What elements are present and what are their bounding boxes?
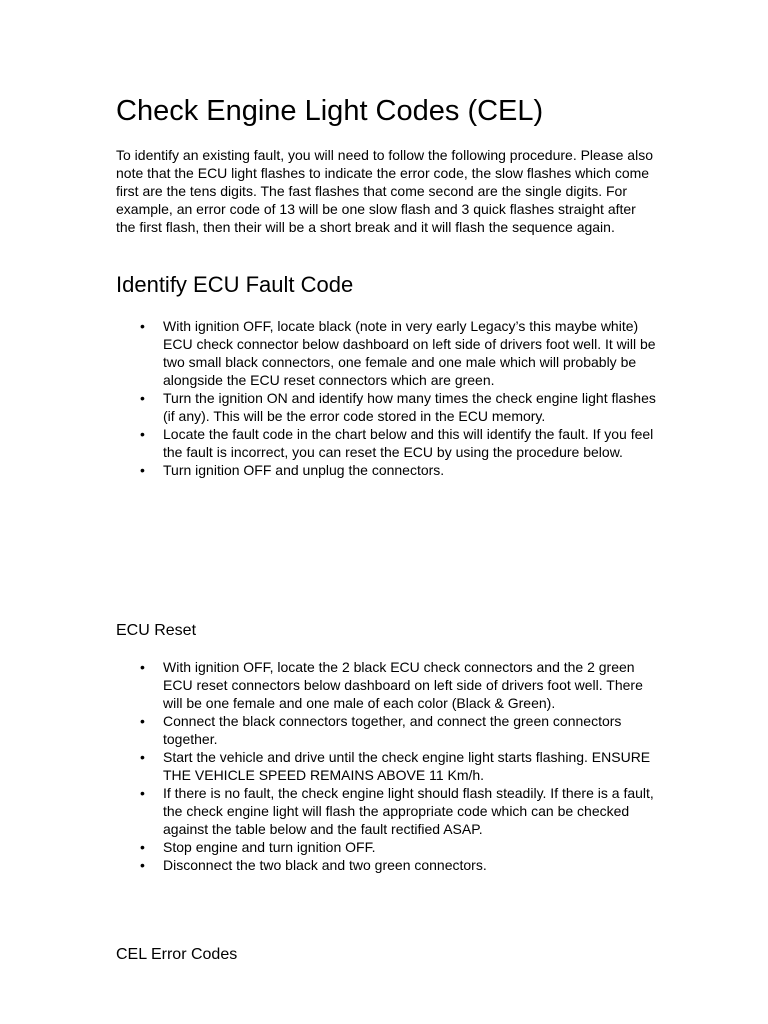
list-item xyxy=(116,389,656,425)
bullet-icon: • xyxy=(140,659,145,675)
list-item xyxy=(116,317,656,389)
list-item-text: Connect the black connectors together, and connect the green connectors together. xyxy=(163,713,622,747)
intro-paragraph: To identify an existing fault, you will need to follow the following procedure. Please also note that the ECU light flashes to indicate the error code, the slow flashes which come first are the tens digits. The fast flashes that come second are the single digits. For example, an error code of 13 will be one slow flash and 3 quick flashes straight after the first flash, then their will be a short break and it will flash the sequence again. xyxy=(116,147,653,235)
list-item-text: Stop engine and turn ignition OFF. xyxy=(163,839,376,855)
bullet-icon: • xyxy=(140,713,145,729)
ecu-reset-steps xyxy=(116,658,656,874)
list-item xyxy=(116,712,656,748)
list-item-text: With ignition OFF, locate black (note in very early Legacy’s this maybe white) ECU check connector below dashboard on left side of drivers foot well. It will be two small black connectors, one female and one male which will probably be alongside the ECU reset connectors which are green. xyxy=(163,318,656,388)
list-item xyxy=(116,461,656,479)
list-item-text: If there is no fault, the check engine light should flash steadily. If there is a fault, the check engine light will flash the appropriate code which can be checked against the table below and the fault rectified ASAP. xyxy=(163,785,654,837)
bullet-icon: • xyxy=(140,462,145,478)
bullet-icon: • xyxy=(140,785,145,801)
list-item xyxy=(116,838,656,856)
list-item-text: With ignition OFF, locate the 2 black ECU check connectors and the 2 green ECU reset connectors below dashboard on left side of drivers foot well. There will be one female and one male of each color (Black & Green). xyxy=(163,659,643,711)
identify-fault-steps xyxy=(116,317,656,479)
list-item-text: Turn ignition OFF and unplug the connectors. xyxy=(163,462,445,478)
page-title: Check Engine Light Codes (CEL) xyxy=(116,95,544,127)
bullet-icon: • xyxy=(140,318,145,334)
list-item-text: Turn the ignition ON and identify how many times the check engine light flashes (if any). This will be the error code stored in the ECU memory. xyxy=(163,390,656,424)
bullet-icon: • xyxy=(140,839,145,855)
bullet-icon: • xyxy=(140,390,145,406)
section-heading-ecu-reset: ECU Reset xyxy=(116,622,197,639)
list-item xyxy=(116,784,656,838)
section-heading-cel-error-codes: CEL Error Codes xyxy=(116,946,238,963)
bullet-icon: • xyxy=(140,857,145,873)
list-item-text: Locate the fault code in the chart below and this will identify the fault. If you feel the fault is incorrect, you can reset the ECU by using the procedure below. xyxy=(163,426,654,460)
section-heading-identify-fault: Identify ECU Fault Code xyxy=(116,272,354,297)
bullet-icon: • xyxy=(140,426,145,442)
list-item-text: Start the vehicle and drive until the check engine light starts flashing. ENSURE THE VEHICLE SPEED REMAINS ABOVE 11 Km/h. xyxy=(163,749,651,783)
list-item xyxy=(116,425,656,461)
list-item xyxy=(116,748,656,784)
bullet-icon: • xyxy=(140,749,145,765)
list-item xyxy=(116,658,656,712)
list-item-text: Disconnect the two black and two green connectors. xyxy=(163,857,487,873)
list-item xyxy=(116,856,656,874)
